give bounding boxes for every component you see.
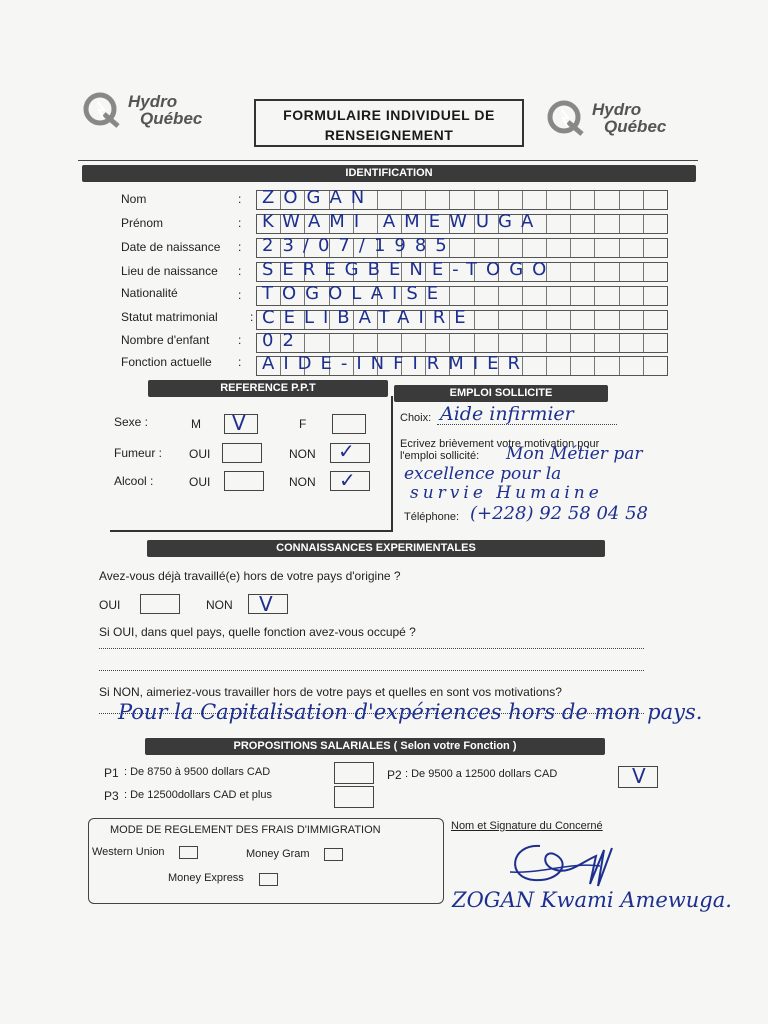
p2-text: : De 9500 a 12500 dollars CAD: [405, 768, 558, 780]
choix-label: Choix:: [400, 412, 432, 424]
western-union-label: Western Union: [92, 846, 165, 858]
fumeur-oui-checkbox[interactable]: [222, 443, 262, 463]
connaissances-header: CONNAISSANCES EXPERIMENTALES: [147, 540, 605, 557]
hydro-quebec-logo-right: [546, 100, 666, 136]
hydro-quebec-logo-left: [82, 92, 202, 128]
fonction-actuelle-label: Fonction actuelle: [121, 355, 212, 369]
identification-header: IDENTIFICATION: [82, 165, 696, 182]
p1-text: : De 8750 à 9500 dollars CAD: [124, 766, 271, 778]
p2-key: P2: [387, 768, 402, 782]
alcool-oui-label: OUI: [189, 475, 211, 489]
answer-line-1: [99, 648, 644, 649]
travail-non-check-mark: V: [259, 592, 273, 616]
p3-checkbox[interactable]: [334, 786, 374, 808]
nom-value: ZOGAN: [262, 187, 374, 208]
question-si-non: Si NON, aimeriez-vous travailler hors de votre pays et quelles en sont vos motivations?: [99, 685, 562, 699]
question-travail-etranger: Avez-vous déjà travaillé(e) hors de votre pays d'origine ?: [99, 569, 401, 583]
form-title: [254, 99, 524, 147]
emploi-sollicite-header: EMPLOI SOLLICITE: [394, 385, 608, 402]
hydro-quebec-q-icon: [82, 92, 122, 128]
sexe-m-label: M: [191, 417, 201, 431]
motivation-text-line2: excellence pour la: [404, 464, 562, 484]
sexe-m-check-mark: V: [232, 411, 246, 435]
alcool-label: Alcool :: [114, 474, 154, 488]
si-non-answer: Pour la Capitalisation d'expériences hors de mon pays.: [118, 700, 703, 724]
colon: :: [238, 240, 242, 254]
lieu-naissance-label: Lieu de naissance: [121, 264, 218, 278]
reference-ppt-header: REFERENCE P.P.T: [148, 380, 388, 397]
money-gram-checkbox[interactable]: [324, 848, 343, 861]
prenom-label: Prénom: [121, 216, 164, 230]
travail-oui-checkbox[interactable]: [140, 594, 180, 614]
nom-label: Nom: [121, 192, 147, 206]
prenom-value: KWAMI AMEWUGA: [262, 211, 543, 232]
hydro-quebec-q-icon: [546, 100, 586, 136]
money-express-label: Money Express: [168, 872, 244, 884]
date-naissance-value: 23/07/1985: [262, 235, 456, 256]
date-naissance-label: Date de naissance: [121, 240, 221, 254]
section-divider-horizontal: [110, 530, 392, 532]
motivation-text-line1: Mon Métier par: [506, 444, 643, 464]
fumeur-non-label: NON: [289, 447, 316, 461]
nombre-enfant-label: Nombre d'enfant: [121, 333, 210, 347]
choix-line: [437, 424, 617, 425]
form-title-line1: FORMULAIRE INDIVIDUEL DE: [283, 107, 495, 123]
p3-text: : De 12500dollars CAD et plus: [124, 789, 272, 801]
question-si-oui: Si OUI, dans quel pays, quelle fonction avez-vous occupé ?: [99, 625, 416, 639]
telephone-value: (+228) 92 58 04 58: [470, 503, 648, 524]
money-express-checkbox[interactable]: [259, 873, 278, 886]
nombre-enfant-value: 02: [262, 330, 303, 351]
choix-value: Aide infirmier: [440, 403, 574, 425]
signature-scribble: [500, 832, 630, 896]
logo-word-2: Québec: [604, 117, 667, 136]
travail-non-label: NON: [206, 598, 233, 612]
fumeur-oui-label: OUI: [189, 447, 211, 461]
fumeur-non-check-mark: ✓: [338, 439, 355, 463]
motivation-label-line2: l'emploi sollicité:: [400, 450, 480, 462]
colon: :: [238, 288, 242, 302]
alcool-non-check-mark: ✓: [339, 468, 356, 492]
propositions-header: PROPOSITIONS SALARIALES ( Selon votre Fonction ): [145, 738, 605, 755]
nationalite-label: Nationalité: [121, 286, 178, 300]
colon: :: [238, 216, 242, 230]
sexe-f-checkbox[interactable]: [332, 414, 366, 434]
statut-matrimonial-label: Statut matrimonial: [121, 310, 218, 324]
p1-key: P1: [104, 766, 119, 780]
colon: :: [238, 264, 242, 278]
colon: :: [250, 310, 254, 324]
travail-oui-label: OUI: [99, 598, 121, 612]
alcool-non-label: NON: [289, 475, 316, 489]
signature-label: Nom et Signature du Concerné: [451, 820, 603, 832]
nombre-enfant-grid[interactable]: [256, 333, 668, 353]
motivation-text-line3: survie Humaine: [410, 483, 603, 503]
reglement-title: MODE DE REGLEMENT DES FRAIS D'IMMIGRATION: [110, 824, 381, 836]
fonction-actuelle-value: AIDE-INFIRMIER: [262, 353, 530, 374]
colon: :: [238, 333, 242, 347]
p3-key: P3: [104, 789, 119, 803]
section-divider-vertical: [391, 396, 393, 532]
motivation-label-line1: Ecrivez brièvement votre motivation pour: [400, 438, 600, 450]
colon: :: [238, 355, 242, 369]
colon: :: [238, 192, 242, 206]
sexe-label: Sexe :: [114, 415, 149, 429]
logo-word-1: Hydro: [592, 100, 642, 119]
lieu-naissance-value: SEREGBENE-TOGO: [262, 259, 556, 280]
sexe-f-label: F: [299, 417, 307, 431]
answer-line-2: [99, 670, 644, 671]
p1-checkbox[interactable]: [334, 762, 374, 784]
form-title-line2: RENSEIGNEMENT: [324, 127, 454, 143]
logo-word-1: Hydro: [128, 92, 178, 111]
western-union-checkbox[interactable]: [179, 846, 198, 859]
header-divider: [78, 160, 698, 161]
statut-matrimonial-value: CELIBATAIRE: [262, 307, 475, 328]
signature-name: ZOGAN Kwami Amewuga.: [452, 888, 732, 912]
fumeur-label: Fumeur :: [114, 446, 163, 460]
money-gram-label: Money Gram: [246, 848, 310, 860]
alcool-oui-checkbox[interactable]: [224, 471, 264, 491]
p2-check-mark: V: [632, 764, 646, 788]
telephone-label: Téléphone:: [404, 511, 460, 523]
logo-word-2: Québec: [140, 109, 203, 128]
nationalite-value: TOGOLAISE: [262, 283, 448, 304]
